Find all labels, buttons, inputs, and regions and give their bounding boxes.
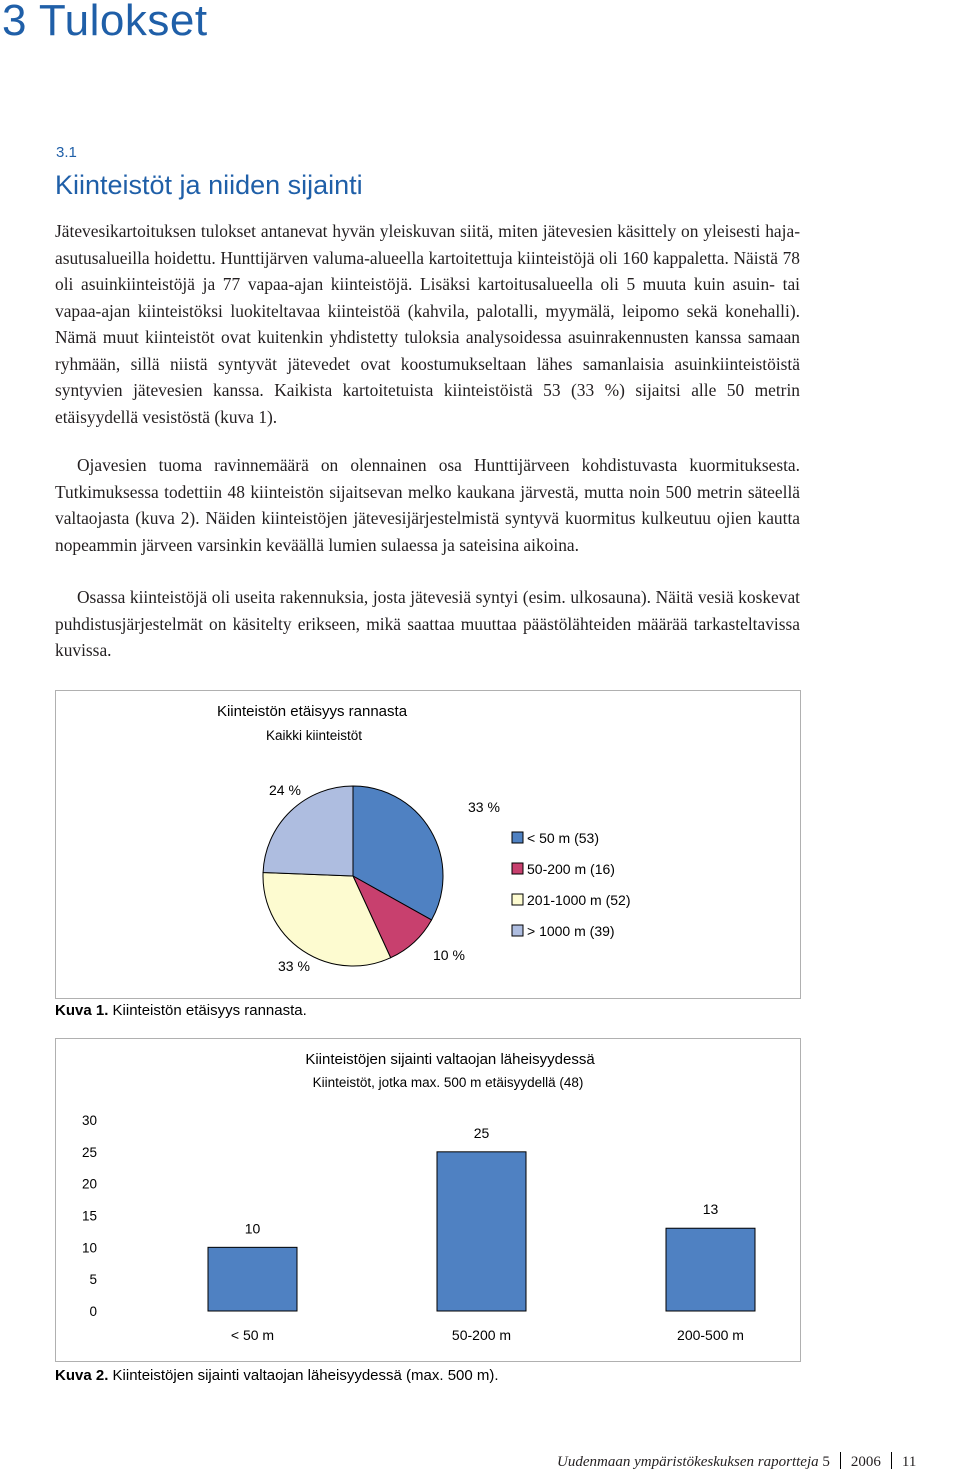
- pie-slice-label: 10 %: [433, 947, 465, 963]
- footer-divider: [840, 1452, 841, 1469]
- paragraph-1: Jätevesikartoituksen tulokset antanevat hyvän yleiskuvan siitä, miten jätevesien käsittely on yleisesti haja-asutusalueilla hoidettu. Hunttijärven valuma-alueella kartoitettuja kiinteistöjä oli 160 kappaletta. Näistä 78 oli asuinkiinteistöjä ja 77 vapaa-ajan kiinteistöjä. Lisäksi kartoitusalueella oli 5 muuta kuin asuin- tai vapaa-ajan kiinteistöksi luokiteltavaa kiinteistöä (kahvila, palotalli, myymälä, leipomo sekä konehalli). Nämä muut kiinteistöt ovat kuitenkin yhdistetty tuloksia analysoidessa asuinrakennusten kanssa samaan ryhmään, sillä niistä syntyvät jätevedet ovat koostumukseltaan lähes samanlaisia asuinkiinteistöistä syntyvien jätevesien kanssa. Kaikista kartoitetuista kiinteistöistä 53 (33 %) sijaitsi alle 50 metrin etäisyydellä vesistöstä (kuva 1).: [55, 221, 800, 427]
- bar: [666, 1228, 755, 1311]
- pie-slice-label: 24 %: [269, 782, 301, 798]
- figure-1-caption: [55, 1002, 307, 1019]
- x-category-label: 50-200 m: [451, 1327, 512, 1343]
- y-tick-label: 25: [81, 1144, 97, 1160]
- section-title: Kiinteistöt ja niiden sijainti: [55, 170, 363, 200]
- pie-slice: [263, 786, 353, 876]
- page-number: 11: [901, 1454, 917, 1470]
- page-footer: [557, 1452, 916, 1471]
- legend-entry: 201-1000 m (52): [527, 892, 631, 908]
- bar-chart: [40, 1038, 800, 1368]
- chapter-title: 3 Tulokset: [2, 0, 208, 45]
- section-number: 3.1: [56, 144, 77, 161]
- figure-2-caption: [55, 1367, 499, 1384]
- paragraph-2: Ojavesien tuoma ravinnemäärä on olennainen osa Hunttijärveen kohdistuvasta kuormituksesta. Tutkimuksessa todettiin 48 kiinteistön sijaitsevan melko kaukana järvestä, mutta noin 500 metrin säteellä valtaojasta (kuva 2). Näiden kiinteistöjen jätevesijärjestelmistä syntyvä kuormitus kulkeutuu ojien kautta nopeammin järveen varsinkin keväällä lumien sulaessa ja sateisina aikoina.: [55, 455, 800, 555]
- bar-chart-title: Kiinteistöjen sijainti valtaojan läheisyydessä: [305, 1051, 595, 1068]
- legend-swatch: [512, 925, 523, 936]
- y-tick-label: 20: [81, 1176, 97, 1192]
- pie-slice-label: 33 %: [278, 958, 310, 974]
- bar-value-label: 25: [473, 1124, 490, 1141]
- footer-divider: [891, 1452, 892, 1469]
- legend-entry: > 1000 m (39): [527, 923, 615, 939]
- x-category-label: 200-500 m: [677, 1327, 744, 1343]
- figure-1-label: Kuva 1.: [55, 1002, 109, 1019]
- footer-issue: 5: [822, 1454, 830, 1470]
- y-tick-label: 15: [81, 1208, 97, 1224]
- footer-publisher: Uudenmaan ympäristökeskuksen raportteja: [557, 1454, 819, 1470]
- legend-swatch: [512, 863, 523, 874]
- bar: [437, 1152, 526, 1311]
- figure-2-text: Kiinteistöjen sijainti valtaojan läheisyydessä (max. 500 m).: [108, 1367, 499, 1384]
- legend-entry: < 50 m (53): [527, 830, 599, 846]
- bar-chart-subtitle: Kiinteistöt, jotka max. 500 m etäisyydellä (48): [312, 1075, 584, 1090]
- pie-slice-label: 33 %: [468, 799, 500, 815]
- legend-swatch: [512, 894, 523, 905]
- pie-chart-title: Kiinteistön etäisyys rannasta: [216, 703, 408, 720]
- bar-value-label: 10: [244, 1220, 261, 1237]
- y-tick-label: 10: [81, 1240, 97, 1256]
- y-tick-label: 5: [89, 1272, 97, 1288]
- footer-year: 2006: [850, 1454, 881, 1470]
- x-category-label: < 50 m: [230, 1327, 275, 1343]
- pie-chart: [56, 691, 800, 998]
- figure-1-text: Kiinteistön etäisyys rannasta.: [108, 1002, 307, 1019]
- pie-chart-frame: [55, 690, 801, 999]
- bar: [208, 1247, 297, 1311]
- y-tick-label: 0: [89, 1304, 97, 1319]
- y-tick-label: 30: [81, 1113, 97, 1128]
- legend-swatch: [512, 832, 523, 843]
- figure-2-label: Kuva 2.: [55, 1367, 109, 1384]
- legend-entry: 50-200 m (16): [527, 861, 615, 877]
- paragraph-3: Osassa kiinteistöjä oli useita rakennuksia, josta jätevesiä syntyi (esim. ulkosauna). Näitä vesiä koskevat puhdistusjärjestelmät on käsitelty erikseen, mikä saattaa muuttaa päästölähteiden määrää tarkasteltavissa kuvissa.: [55, 587, 800, 660]
- pie-chart-subtitle: Kaikki kiinteistöt: [265, 728, 363, 743]
- bar-value-label: 13: [702, 1201, 719, 1218]
